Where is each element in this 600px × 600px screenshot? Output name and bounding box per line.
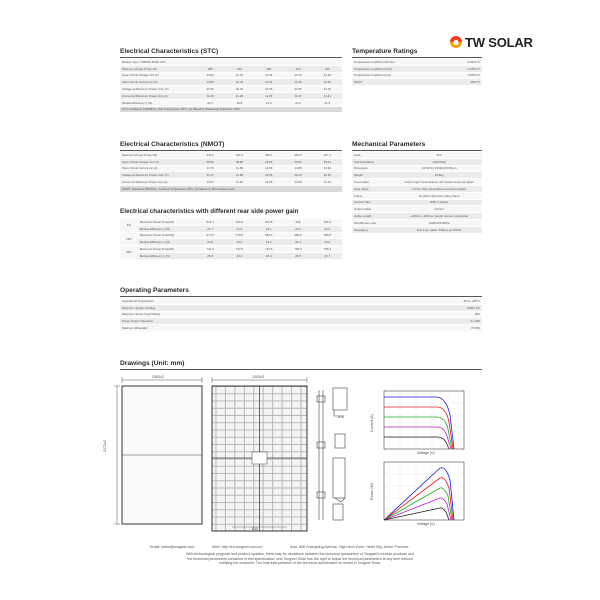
- nmot-value: 39.03: [254, 158, 283, 165]
- rear-panel-drawing: [212, 377, 307, 531]
- rear-value: 24.4: [283, 239, 312, 246]
- rear-title: Electrical characteristics with different rear side power gain: [120, 208, 299, 215]
- rear-value: 635.3: [313, 219, 342, 225]
- mech-value: 34.8kg: [396, 172, 482, 179]
- op-value: 35A: [337, 311, 482, 318]
- stc-value: 41.84: [195, 72, 224, 79]
- rear-value: 750.0: [283, 246, 312, 253]
- temp-value: -0.34%/°C: [443, 59, 482, 65]
- mech-label: Cable Length: [352, 213, 396, 220]
- stc-row: [120, 65, 342, 72]
- stc-value: 10.41: [254, 79, 283, 86]
- stc-value: 10.80: [195, 79, 224, 86]
- stc-note: STC: Irradiance 1000W/m², Cell Temperature 25°C, Air Mass1.5, Measuring Tolerance: ±3%: [120, 106, 342, 113]
- nmot-value: 39.22: [283, 158, 312, 165]
- mech-label: Wind/Snow Load: [352, 219, 396, 226]
- nmot-value: 14.88: [283, 165, 312, 172]
- stc-row: [120, 79, 342, 86]
- stc-value: 11.28: [225, 92, 254, 99]
- op-title: Operating Parameters: [120, 287, 189, 294]
- rear-label: Module Efficiency η (%): [138, 225, 196, 232]
- nmot-table: [120, 152, 342, 193]
- footer-email[interactable]: Email: sales@tongwei.com: [150, 545, 195, 549]
- nmot-value: 14.09: [283, 179, 312, 186]
- nmot-value: 14.05: [254, 179, 283, 186]
- mech-label: Cells: [352, 152, 396, 158]
- temp-rule: [352, 57, 482, 58]
- mech-row: [352, 185, 482, 192]
- stc-note-row: [120, 106, 342, 113]
- nmot-value: 31.47: [195, 172, 224, 179]
- stc-row: [120, 86, 342, 93]
- op-rule: [120, 296, 482, 297]
- nmot-title: Electrical Characteristics (NMOT): [120, 141, 225, 148]
- stc-value: 395: [254, 65, 283, 72]
- rear-value: 731.3: [195, 246, 224, 253]
- op-value: 70±5%: [337, 325, 482, 332]
- stc-value: 10.46: [283, 79, 312, 86]
- stc-value: 10.52: [313, 79, 342, 86]
- temp-row: [352, 72, 482, 79]
- rear-value: 684.3: [254, 232, 283, 239]
- iv-curve-chart: [374, 387, 474, 459]
- mech-label: Output Cable: [352, 206, 396, 213]
- mech-label: Rear Glass: [352, 185, 396, 192]
- nmot-value: 442.6: [195, 152, 224, 158]
- gain-cell: 15%: [120, 232, 138, 246]
- mech-label: Front Glass: [352, 179, 396, 186]
- mech-row: [352, 226, 482, 233]
- op-value: -40°C~+85°C: [337, 298, 482, 304]
- rear-value: 26.1: [225, 252, 254, 259]
- mech-value: TFC: [396, 152, 482, 158]
- rear-value: 695.8: [313, 232, 342, 239]
- mech-value: 2172(±1)×1303(±2)X35mm: [396, 165, 482, 172]
- mech-label: Frame: [352, 192, 396, 199]
- nmot-value: 450.2: [254, 152, 283, 158]
- stc-value: 400: [283, 65, 312, 72]
- stc-value: 41.84: [313, 72, 342, 79]
- height-label: 2172±2: [103, 440, 107, 452]
- temp-value: 0.05%/°C: [443, 72, 482, 79]
- temp-row: [352, 65, 482, 72]
- stc-label: Open Circuit Voltage Voc (V): [120, 72, 195, 79]
- mech-label: Weight: [352, 172, 396, 179]
- rear-value: 678.5: [225, 232, 254, 239]
- footer-address: Add: 888 Changning Avenue, High-tech Zone, Hefei City, Anhui Province: [290, 545, 409, 549]
- nmot-row: [120, 172, 342, 179]
- nmot-value: 14.80: [225, 165, 254, 172]
- gain-cell: 5%: [120, 219, 138, 232]
- op-value: 1500V DC: [337, 304, 482, 311]
- temp-label: Temperature Coefficient (Isc): [352, 72, 443, 79]
- rear-value: 624.8: [254, 219, 283, 225]
- stc-value: 405: [313, 65, 342, 72]
- stc-value: 34.15: [225, 86, 254, 93]
- rear-value: 619.5: [225, 219, 254, 225]
- mech-value: +400mm, -200mm, length can be customized: [396, 213, 482, 220]
- rear-value: 22.3: [283, 225, 312, 232]
- stc-value: 41.64: [283, 72, 312, 79]
- nmot-value: 14.76: [195, 165, 224, 172]
- stc-value: 385: [195, 65, 224, 72]
- stc-value: 41.24: [225, 72, 254, 79]
- stc-value: 21.2: [283, 99, 312, 106]
- rear-value: 26.7: [313, 252, 342, 259]
- mech-row: [352, 213, 482, 220]
- temp-value: 45±2°C: [443, 79, 482, 86]
- rear-label: Maximum Power Pmax(W): [138, 232, 196, 239]
- mech-table: [352, 152, 482, 234]
- drawings-area: [103, 372, 487, 534]
- rear-value: 614.3: [195, 219, 224, 225]
- rear-value: 26.3: [254, 252, 283, 259]
- stc-value: 11.35: [254, 92, 283, 99]
- nmot-label: Open Circuit Voltage Voc (V): [120, 158, 195, 165]
- rear-row: [120, 239, 342, 246]
- stc-label: Voltage at Maximum Power Vmp (V): [120, 86, 195, 93]
- rear-table: [120, 219, 342, 260]
- stc-value: 41.44: [254, 72, 283, 79]
- rear-value: 743.8: [254, 246, 283, 253]
- brand-name: TW SOLAR: [465, 35, 533, 50]
- op-row: [120, 318, 482, 325]
- pv-xlabel: Voltage (V): [417, 522, 435, 526]
- nmot-value: 14.15: [313, 179, 342, 186]
- nmot-value: 38.86: [225, 158, 254, 165]
- rear-label: Module Efficiency η (%): [138, 239, 196, 246]
- stc-value: 21.4: [313, 99, 342, 106]
- nmot-value: 32.23: [283, 172, 312, 179]
- sun-logo-icon: [449, 35, 463, 49]
- side-profile-drawing: [317, 388, 347, 520]
- module-type-cell: Module Type: TWMPF-48HD XXX: [120, 59, 342, 65]
- rear-row: [120, 225, 342, 232]
- drawings-title: Drawings (Unit: mm): [120, 360, 185, 367]
- disclaimer-line-2: the technical parameters contained in this specification, and Tongwei Solar has the right to adjust the technical parameters at any time without: [187, 556, 413, 561]
- rear-value: 630: [283, 219, 312, 225]
- stc-value: 34.55: [283, 86, 312, 93]
- stc-label: Module Efficiency η (%): [120, 99, 195, 106]
- stc-value: 11.37: [283, 92, 312, 99]
- disclaimer-line-3: notifying the customer. The final interpretation of the technical specification is vested in Tongwei Solar.: [219, 561, 381, 565]
- rear-value: 756.3: [313, 246, 342, 253]
- stc-row: [120, 72, 342, 79]
- stc-value: 390: [225, 65, 254, 72]
- gain-cell: 25%: [120, 246, 138, 260]
- rear-value: 690.0: [283, 232, 312, 239]
- nmot-value: 39.41: [313, 158, 342, 165]
- op-row: [120, 311, 482, 318]
- nmot-value: 31.86: [225, 172, 254, 179]
- rear-label: Maximum Power Pmax(W): [138, 219, 196, 225]
- nmot-value: 457.1: [313, 152, 342, 158]
- nmot-value: 13.97: [195, 179, 224, 186]
- mech-row: [352, 199, 482, 206]
- mech-row: [352, 192, 482, 199]
- front-panel-drawing: [114, 377, 202, 524]
- stc-value: 33.95: [195, 86, 224, 93]
- nmot-value: 32.40: [313, 172, 342, 179]
- mech-value: 2.0mm high transmittance tempered glass: [396, 185, 482, 192]
- temp-label: NMOT: [352, 79, 443, 86]
- front-width-label: 1303±2: [152, 375, 164, 379]
- nmot-value: 446.4: [225, 152, 254, 158]
- nmot-value: 13.81: [225, 179, 254, 186]
- mech-label: Packaging: [352, 226, 396, 233]
- mech-row: [352, 158, 482, 165]
- nmot-note: NMOT: Irradiance 800W/m², Ambient Temperature 20°C, Air Mass1.5, Wind Speed 1m/s: [120, 185, 342, 192]
- rear-value: 24.0: [225, 239, 254, 246]
- mech-row: [352, 206, 482, 213]
- op-label: Maximum System Voltage: [120, 304, 337, 311]
- rear-value: 23.8: [195, 239, 224, 246]
- rear-value: 26.5: [283, 252, 312, 259]
- stc-row: [120, 99, 342, 106]
- mech-value: 2.0mm high transmittance, AR coated tempered glass: [396, 179, 482, 186]
- rear-row: [120, 252, 342, 259]
- mech-row: [352, 165, 482, 172]
- mech-row: [352, 219, 482, 226]
- rear-value: 22.4: [313, 225, 342, 232]
- op-row: [120, 304, 482, 311]
- nmot-value: 14.93: [313, 165, 342, 172]
- rear-value: 672.8: [195, 232, 224, 239]
- stc-label: Maximum Power Pmax (W): [120, 65, 195, 72]
- nmot-value: 454.8: [283, 152, 312, 158]
- temp-row: [352, 79, 482, 86]
- temp-label: Temperature Coefficient (Voc): [352, 65, 443, 72]
- stc-value: 11.41: [313, 92, 342, 99]
- op-table: [120, 298, 482, 332]
- iv-xlabel: Voltage (V): [417, 451, 435, 455]
- mech-label: Dimension: [352, 165, 396, 172]
- rear-value: 24.2: [254, 239, 283, 246]
- op-label: Power Output Tolerance: [120, 318, 337, 325]
- stc-row: [120, 92, 342, 99]
- mech-row: [352, 179, 482, 186]
- pv-curve-chart: [374, 458, 474, 530]
- rear-label: Module Efficiency η (%): [138, 252, 196, 259]
- nmot-row: [120, 179, 342, 186]
- temp-table: [352, 59, 482, 86]
- mech-value: 2400Pa/5400Pa: [396, 219, 482, 226]
- op-label: Maximum Series Fuse Rating: [120, 311, 337, 318]
- temp-label: Temperature Coefficient (Pmax): [352, 59, 443, 65]
- stc-value: 21.0: [254, 99, 283, 106]
- drawings-rule: [120, 369, 482, 370]
- mech-label: Cell Orientation: [352, 158, 396, 165]
- rear-value: 22.1: [254, 225, 283, 232]
- disclaimer-line-1: With technological progress and product updates, there may be deviations between the technical parameters of Tongwei's module products and: [185, 552, 415, 556]
- nmot-label: Voltage at Maximum Power Vmp (V): [120, 172, 195, 179]
- stc-value: 20.7: [195, 99, 224, 106]
- nmot-value: 38.66: [195, 158, 224, 165]
- section-b-label: B-B: [252, 527, 258, 531]
- iv-ylabel: Current (A): [370, 414, 374, 432]
- mech-value: 120(6X20): [396, 158, 482, 165]
- stc-value: 10.34: [225, 79, 254, 86]
- rear-value: 24.6: [313, 239, 342, 246]
- nmot-value: 14.84: [254, 165, 283, 172]
- rear-value: 25.8: [195, 252, 224, 259]
- mech-label: Junction Box: [352, 199, 396, 206]
- footer-web[interactable]: Web: http://en.tongwei.com.cn/: [212, 545, 263, 549]
- rear-width-label: 1303±2: [252, 375, 264, 379]
- footer-disclaimer: [112, 552, 488, 566]
- temp-value: -0.25%/°C: [443, 65, 482, 72]
- nmot-note-row: [120, 185, 342, 192]
- stc-rule: [120, 57, 342, 58]
- op-value: 0~+5W: [337, 318, 482, 325]
- op-label: Maximum Bifaciality: [120, 325, 337, 332]
- nmot-label: Current at Maximum Power Imp (A): [120, 179, 195, 186]
- rear-row: [120, 246, 342, 253]
- nmot-label: Maximum Power Pmax (W): [120, 152, 195, 158]
- rear-value: 737.5: [225, 246, 254, 253]
- section-a-label: A-A: [338, 415, 344, 419]
- nmot-label: Short Circuit Current Isc (A): [120, 165, 195, 172]
- stc-value: 20.8: [225, 99, 254, 106]
- temp-title: Temperature Ratings: [352, 48, 418, 55]
- mech-value: IP68, 3 diodes: [396, 199, 482, 206]
- rear-label: Maximum Power Pmax(W): [138, 246, 196, 253]
- nmot-value: 32.05: [254, 172, 283, 179]
- pv-ylabel: Power (W): [370, 483, 374, 500]
- mech-rule: [352, 150, 482, 151]
- stc-table: [120, 59, 342, 113]
- stc-value: 11.03: [195, 92, 224, 99]
- nmot-row: [120, 165, 342, 172]
- op-row: [120, 325, 482, 332]
- op-label: Operational Temperature: [120, 298, 337, 304]
- stc-value: 34.75: [313, 86, 342, 93]
- rear-value: 21.7: [195, 225, 224, 232]
- mech-row: [352, 172, 482, 179]
- stc-label: Current at Maximum Power Imp (A): [120, 92, 195, 99]
- mech-value: 4.0mm²: [396, 206, 482, 213]
- rear-value: 21.9: [225, 225, 254, 232]
- mech-title: Mechanical Parameters: [352, 141, 426, 148]
- stc-label: Short Circuit Current Isc (A): [120, 79, 195, 86]
- rear-row: [120, 232, 342, 239]
- stc-value: 34.35: [254, 86, 283, 93]
- mech-value: Anodized aluminium alloy frame: [396, 192, 482, 199]
- nmot-rule: [120, 150, 342, 151]
- stc-title: Electrical Characteristics (STC): [120, 48, 219, 55]
- nmot-row: [120, 158, 342, 165]
- mech-value: 31pcs per pallet, 558pcs per 40'HC: [396, 226, 482, 233]
